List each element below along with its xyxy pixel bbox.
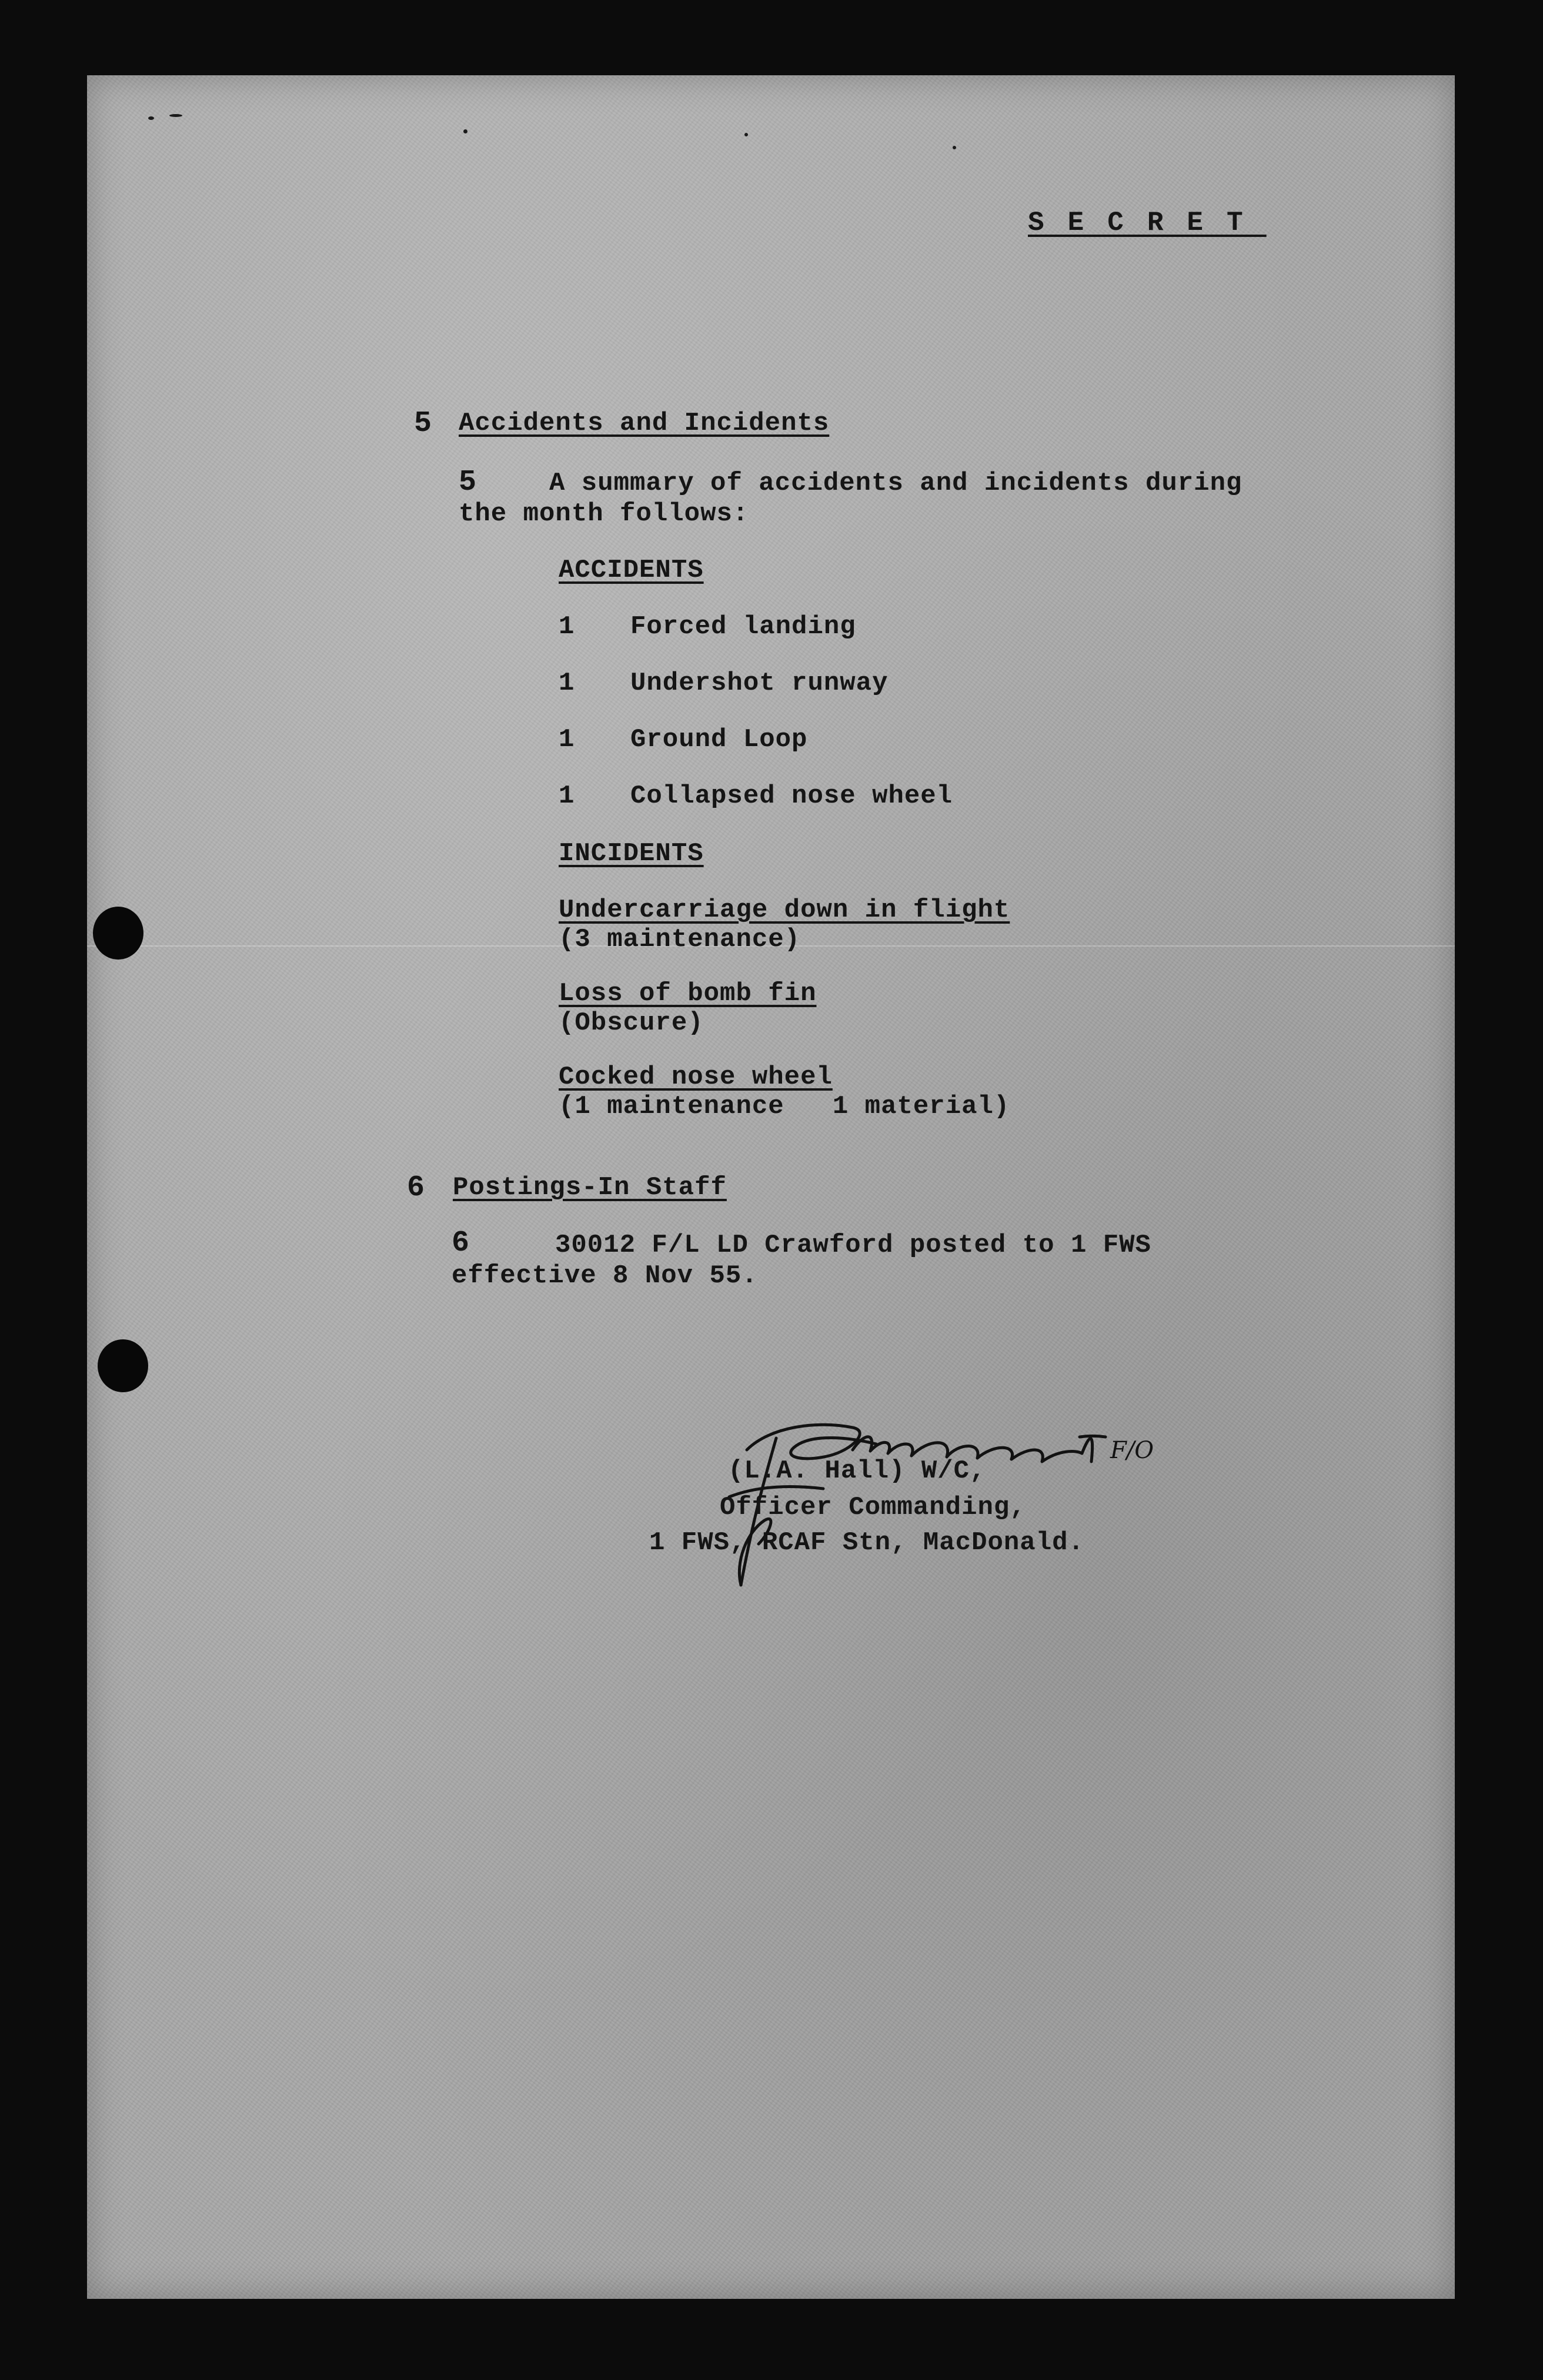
section-6-para-line-2: effective 8 Nov 55. xyxy=(452,1261,758,1291)
section-5-heading: Accidents and Incidents xyxy=(459,409,830,438)
classification-marking: SECRET xyxy=(1028,208,1267,238)
accident-label: Ground Loop xyxy=(630,725,808,754)
accident-label: Forced landing xyxy=(630,612,856,641)
incident-note: (1 maintenance 1 material) xyxy=(559,1092,1010,1121)
section-5-para-line-2: the month follows: xyxy=(459,499,749,529)
punch-hole-lower xyxy=(98,1339,148,1392)
accident-label: Collapsed nose wheel xyxy=(630,781,953,811)
signature-title: Officer Commanding, xyxy=(720,1493,1026,1522)
ink-speck xyxy=(744,133,748,136)
accident-count: 1 xyxy=(559,725,575,754)
signature-suffix: F/O xyxy=(1110,1437,1154,1464)
incident-note: (3 maintenance) xyxy=(559,925,801,954)
incident-note: (Obscure) xyxy=(559,1008,704,1038)
section-6-number: 6 xyxy=(407,1171,426,1205)
accident-count: 1 xyxy=(559,612,575,641)
section-6-heading: Postings-In Staff xyxy=(453,1173,727,1202)
incident-title: Cocked nose wheel xyxy=(559,1062,833,1092)
section-5-number: 5 xyxy=(414,407,433,440)
accident-count: 1 xyxy=(559,668,575,698)
section-5-para-number: 5 xyxy=(459,466,477,499)
incident-title: Undercarriage down in flight xyxy=(559,895,1010,925)
section-5-para-line-1: A summary of accidents and incidents during xyxy=(549,469,1243,498)
ink-speck xyxy=(169,114,182,117)
accidents-heading: ACCIDENTS xyxy=(559,556,704,585)
signature-name: (L.A. Hall) W/C, xyxy=(728,1456,986,1486)
incident-title: Loss of bomb fin xyxy=(559,979,817,1008)
incidents-heading: INCIDENTS xyxy=(559,839,704,868)
punch-hole-upper xyxy=(93,907,143,960)
document-page xyxy=(87,75,1455,2299)
accident-label: Undershot runway xyxy=(630,668,889,698)
section-6-para-line-1: 30012 F/L LD Crawford posted to 1 FWS xyxy=(555,1231,1151,1260)
section-6-para-number: 6 xyxy=(452,1226,470,1260)
ink-speck xyxy=(463,129,467,133)
ink-speck xyxy=(953,146,956,149)
ink-speck xyxy=(148,116,154,120)
signature-unit: 1 FWS, RCAF Stn, MacDonald. xyxy=(649,1528,1084,1557)
accident-count: 1 xyxy=(559,781,575,811)
